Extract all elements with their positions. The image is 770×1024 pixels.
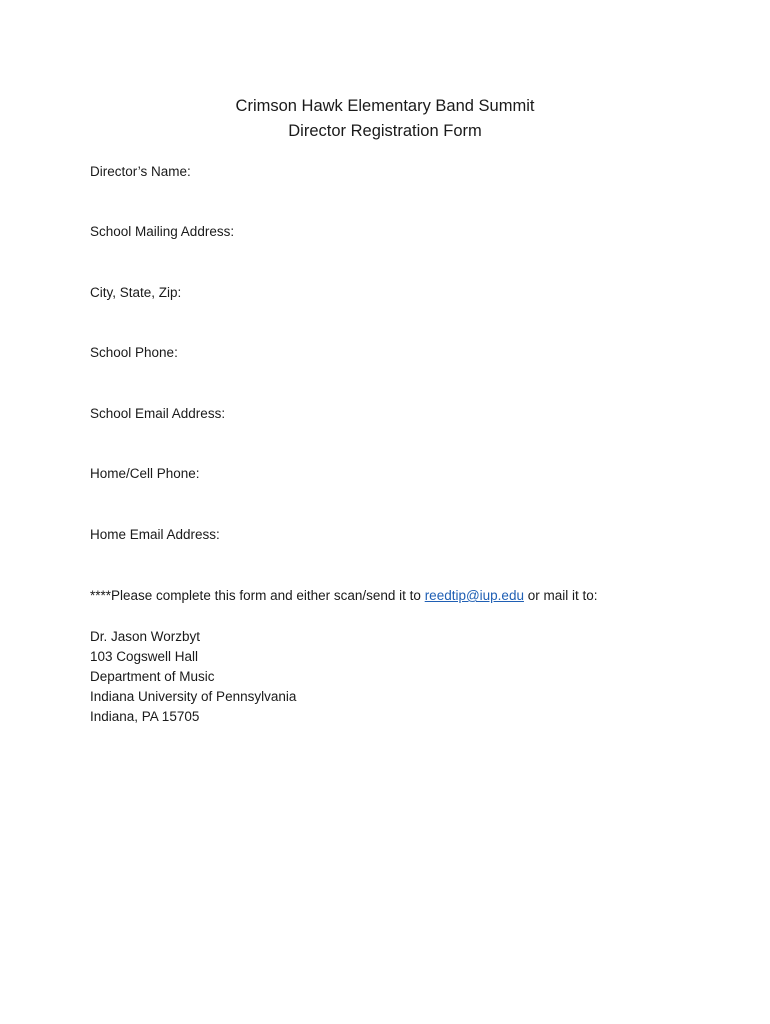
form-title: Crimson Hawk Elementary Band Summit: [235, 97, 535, 115]
mailing-address: [90, 627, 296, 727]
field-label-directors-name: Director’s Name:: [90, 164, 191, 179]
field-label-home-email: Home Email Address:: [90, 527, 220, 542]
field-label-city-state-zip: City, State, Zip:: [90, 285, 182, 300]
email-link[interactable]: reedtip@iup.edu: [424, 588, 524, 603]
field-label-school-mailing-address: School Mailing Address:: [90, 224, 235, 239]
field-label-school-email: School Email Address:: [90, 406, 226, 421]
field-label-home-cell-phone: Home/Cell Phone:: [90, 466, 200, 481]
instructions-suffix: or mail it to:: [523, 588, 598, 603]
address-line-department: Department of Music: [90, 669, 215, 684]
address-line-city: Indiana, PA 15705: [90, 709, 200, 724]
form-subtitle: Director Registration Form: [288, 122, 482, 140]
address-line-university: Indiana University of Pennsylvania: [90, 689, 297, 704]
submission-instructions: [90, 587, 598, 605]
address-line-name: Dr. Jason Worzbyt: [90, 629, 201, 644]
instructions-prefix: ****Please complete this form and either scan/send it to: [90, 588, 425, 603]
field-label-school-phone: School Phone:: [90, 345, 178, 360]
address-line-building: 103 Cogswell Hall: [90, 649, 199, 664]
